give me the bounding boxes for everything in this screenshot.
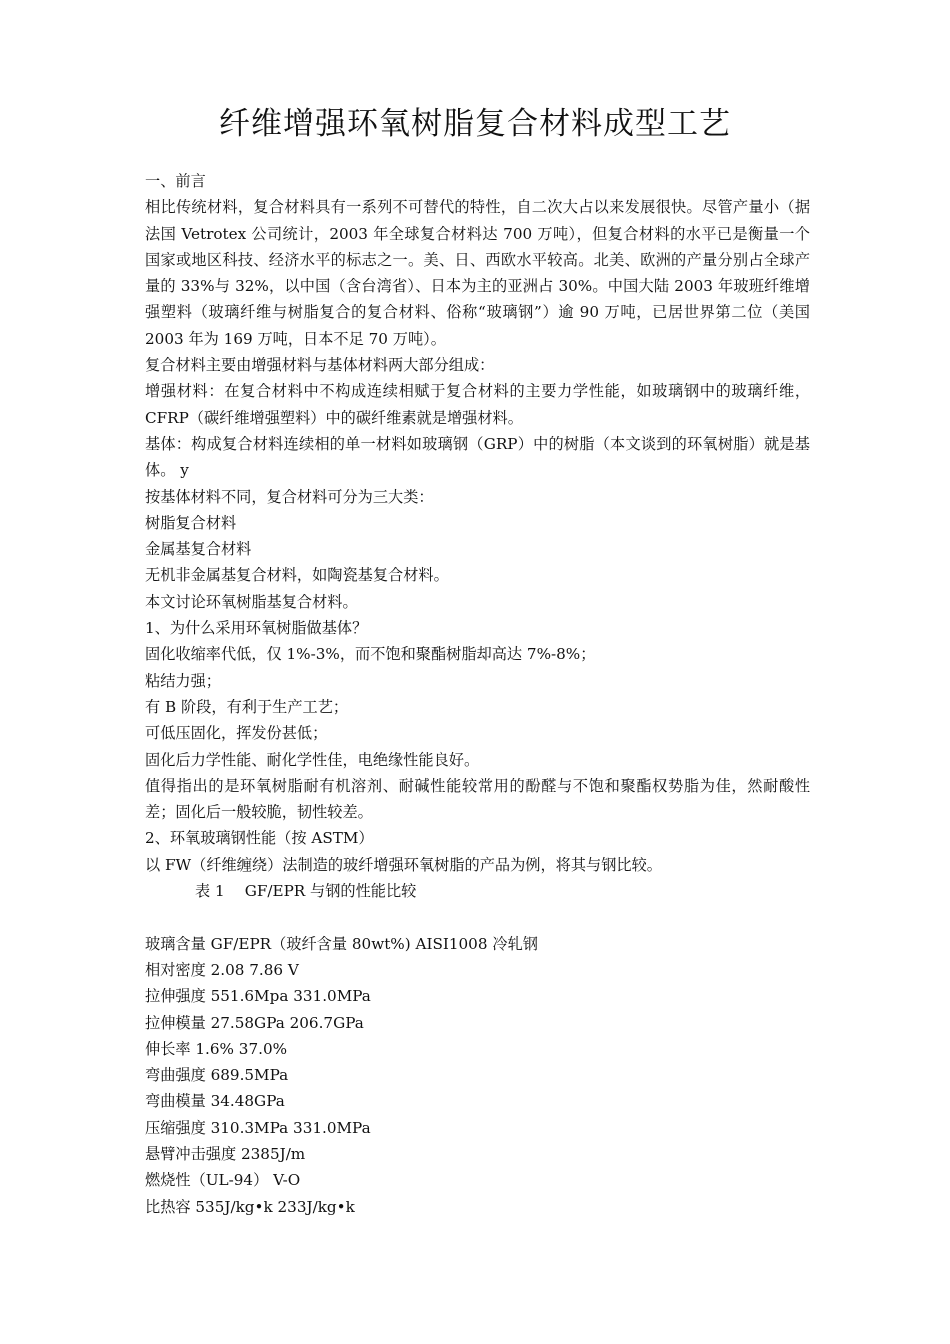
list-item-inorganic-composite: 无机非金属基复合材料，如陶瓷基复合材料。: [145, 566, 449, 585]
document-body: [145, 168, 810, 1220]
table-row: 伸长率 1.6% 37.0%: [145, 1039, 288, 1058]
section-heading-properties: 2、环氧玻璃钢性能（按 ASTM）: [145, 829, 374, 848]
paragraph-scope: 本文讨论环氧树脂基复合材料。: [145, 592, 358, 611]
property-table: [145, 931, 810, 1220]
table-row: 拉伸模量 27.58GPa 206.7GPa: [145, 1013, 364, 1032]
table-row: 燃烧性（UL-94） V-O: [145, 1171, 301, 1190]
table-row: 弯曲模量 34.48GPa: [145, 1092, 285, 1111]
section-heading-why-epoxy: 1、为什么采用环氧树脂做基体？: [145, 619, 368, 638]
table-row: 相对密度 2.08 7.86 V: [145, 960, 299, 979]
paragraph-fw-example: 以 FW（纤维缠绕）法制造的玻纤增强环氧树脂的产品为例，将其与钢比较。: [145, 855, 662, 874]
paragraph-classification: 按基体材料不同，复合材料可分为三大类：: [145, 487, 434, 506]
table-row: 比热容 535J/kg•k 233J/kg•k: [145, 1197, 355, 1216]
document-title: 纤维增强环氧树脂复合材料成型工艺: [219, 106, 731, 142]
paragraph-note: 值得指出的是环氧树脂耐有机溶剂、耐碱性能较常用的酚醛与不饱和聚酯权势脂为佳，然耐酸性差；固化后一般较脆，韧性较差。: [145, 776, 810, 822]
list-item-low-pressure: 可低压固化，挥发份甚低；: [145, 724, 328, 743]
list-item-b-stage: 有 B 阶段，有利于生产工艺；: [145, 697, 349, 716]
list-item-resin-composite: 树脂复合材料: [145, 513, 237, 532]
paragraph-intro: 相比传统材料，复合材料具有一系列不可替代的特性，自二次大占以来发展很快。尽管产量小（据法国 Vetrotex 公司统计，2003 年全球复合材料达 700 万吨），但复合材料的水平已是衡量一个国家或地区科技、经济水平的标志之一。美、日、西欧水平较高。北美、欧洲的产量分别占全球产量的 33%与 32%，以中国（含台湾省）、日本为主的亚洲占 30%。中国大陆 2003 年玻班纤维增强塑料（玻璃纤维与树脂复合的复合材料、俗称“玻璃钢”）逾 90 万吨，已居世界第二位（美国 2003 年为 169 万吨，日本不足 70 万吨）。: [145, 198, 810, 348]
paragraph-matrix: 基体：构成复合材料连续相的单一材料如玻璃钢（GRP）中的树脂（本文谈到的环氧树脂）就是基体。 y: [145, 434, 810, 480]
table-row: 悬臂冲击强度 2385J/m: [145, 1144, 306, 1163]
list-item-adhesion: 粘结力强；: [145, 671, 221, 690]
list-item-properties: 固化后力学性能、耐化学性佳，电绝缘性能良好。: [145, 750, 480, 769]
blank-line: [145, 904, 810, 930]
table-row: 压缩强度 310.3MPa 331.0MPa: [145, 1118, 371, 1137]
list-item-shrinkage: 固化收缩率代低，仅 1%-3%，而不饱和聚酯树脂却高达 7%-8%；: [145, 645, 596, 664]
table-row: 玻璃含量 GF/EPR（玻纤含量 80wt%) AISI1008 冷轧钢: [145, 934, 538, 953]
paragraph-reinforcement: 增强材料：在复合材料中不构成连续相赋于复合材料的主要力学性能，如玻璃钢中的玻璃纤维，CFRP（碳纤维增强塑料）中的碳纤维素就是增强材料。: [145, 382, 810, 427]
paragraph-composition: 复合材料主要由增强材料与基体材料两大部分组成：: [145, 356, 495, 375]
section-heading-preface: 一、前言: [145, 172, 206, 190]
list-item-metal-composite: 金属基复合材料: [145, 540, 252, 559]
table-caption: 表 1 GF/EPR 与钢的性能比较: [195, 882, 417, 901]
table-row: 拉伸强度 551.6Mpa 331.0MPa: [145, 987, 371, 1006]
table-row: 弯曲强度 689.5MPa: [145, 1066, 289, 1085]
